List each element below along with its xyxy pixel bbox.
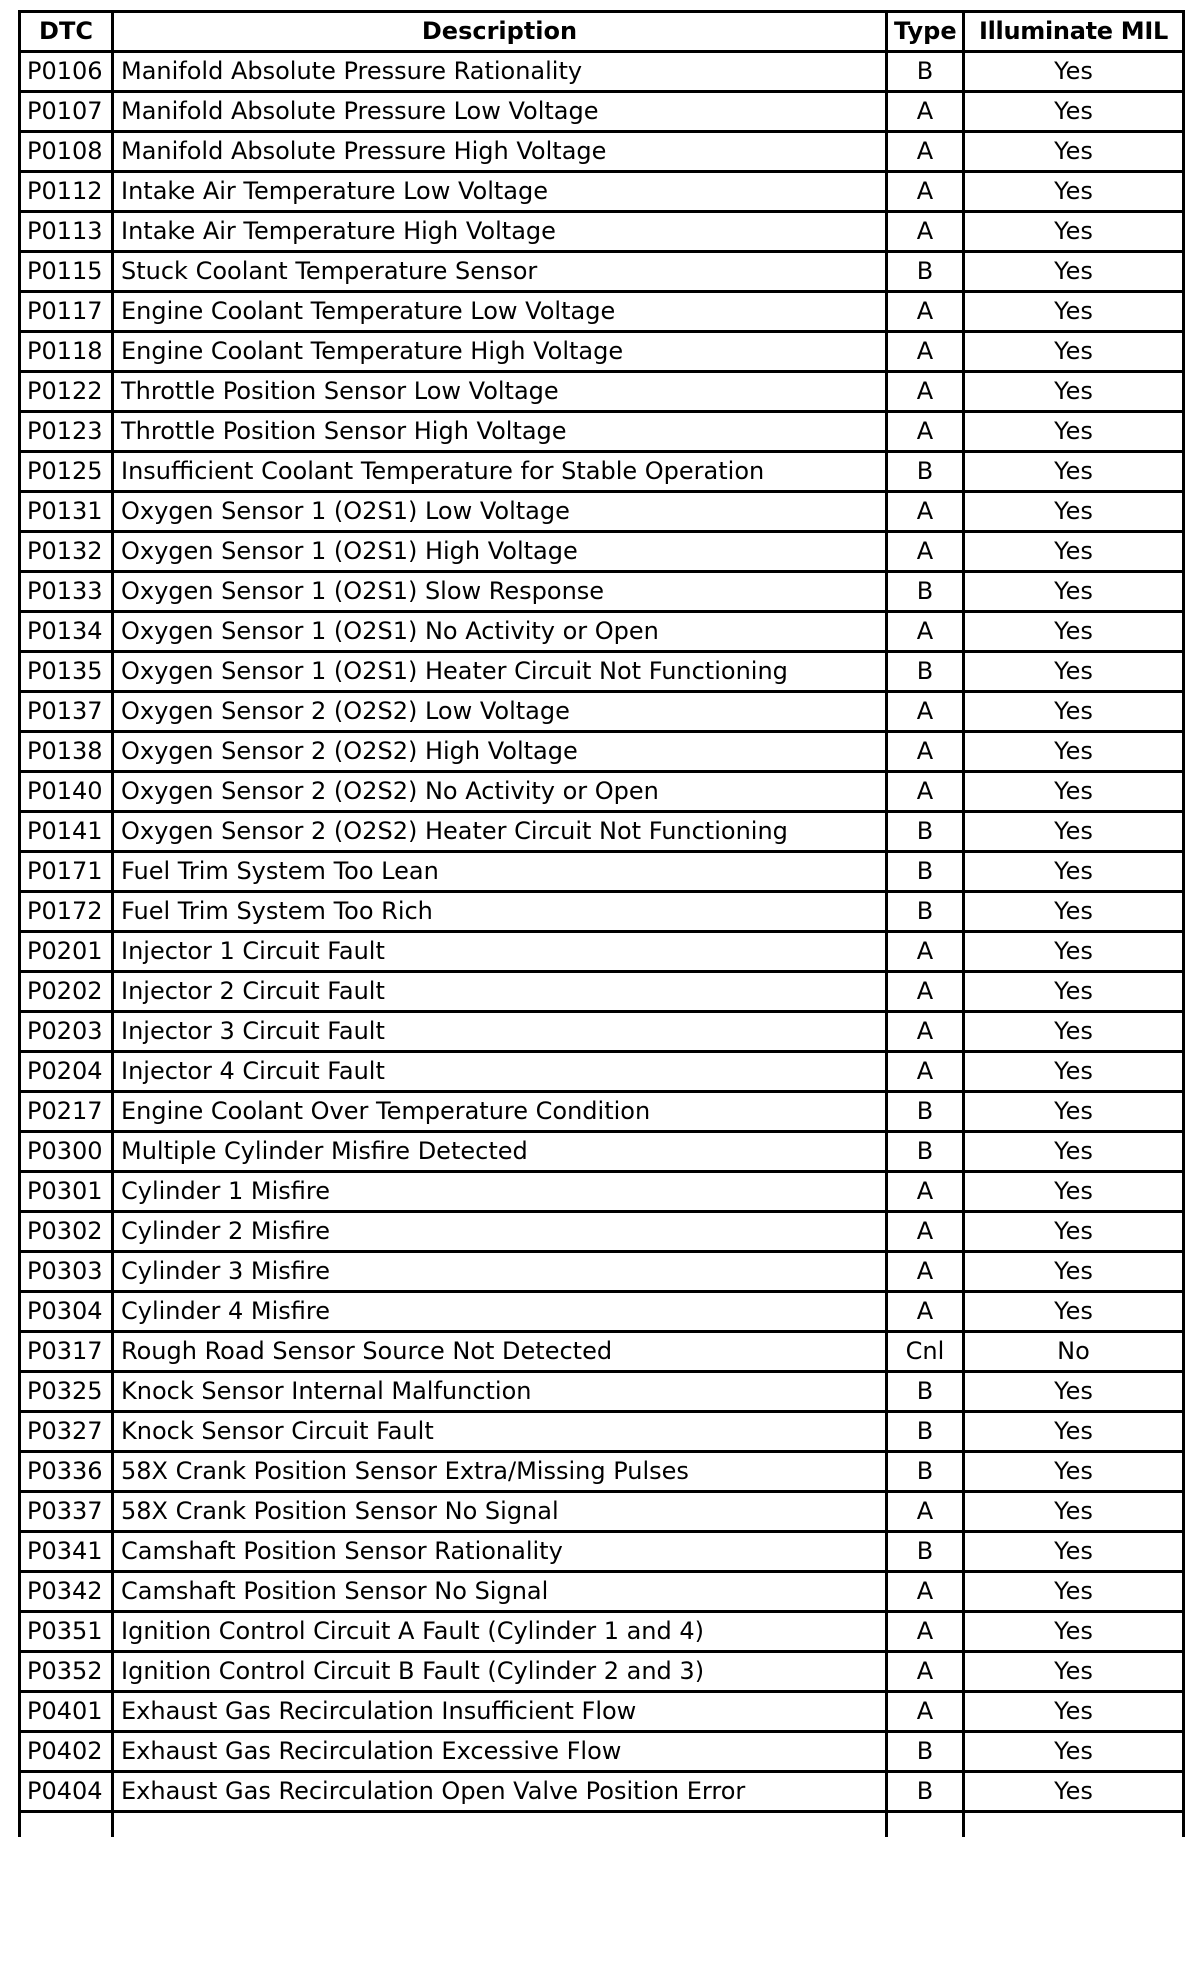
cell-dtc: P0203 [20,1012,113,1052]
cell-type: A [887,92,964,132]
table-row [20,812,1184,852]
cell-type: A [887,412,964,452]
table-row [20,1652,1184,1692]
cell-description: Engine Coolant Temperature Low Voltage [113,292,887,332]
cell-description: Engine Coolant Temperature High Voltage [113,332,887,372]
table-row [20,412,1184,452]
table-row [20,732,1184,772]
cell-type: B [887,852,964,892]
table-row [20,332,1184,372]
cell-dtc: P0106 [20,52,113,92]
cell-illuminate-mil: Yes [964,492,1184,532]
cell-dtc: P0122 [20,372,113,412]
table-row [20,1212,1184,1252]
table-row [20,612,1184,652]
table-row [20,932,1184,972]
table-row [20,1132,1184,1172]
cell-description: Manifold Absolute Pressure High Voltage [113,132,887,172]
cell-type: A [887,972,964,1012]
cell-description: Cylinder 3 Misfire [113,1252,887,1292]
cell-type: B [887,892,964,932]
cell-type: B [887,1132,964,1172]
cell-type: A [887,1572,964,1612]
cell-dtc: P0342 [20,1572,113,1612]
cell-illuminate-mil: Yes [964,1452,1184,1492]
cell-description: Manifold Absolute Pressure Rationality [113,52,887,92]
cell-dtc: P0133 [20,572,113,612]
cell-illuminate-mil: Yes [964,572,1184,612]
cell-illuminate-mil: Yes [964,1732,1184,1772]
cell-illuminate-mil: Yes [964,292,1184,332]
cell-dtc: P0327 [20,1412,113,1452]
table-row [20,1492,1184,1532]
cell-illuminate-mil: Yes [964,172,1184,212]
cell-description: 58X Crank Position Sensor Extra/Missing Pulses [113,1452,887,1492]
cell-illuminate-mil: Yes [964,452,1184,492]
table-row [20,1732,1184,1772]
cell-illuminate-mil: No [964,1332,1184,1372]
table-row [20,1532,1184,1572]
cell-illuminate-mil: Yes [964,1412,1184,1452]
cell-description: Injector 1 Circuit Fault [113,932,887,972]
cell-dtc: P0402 [20,1732,113,1772]
table-row [20,372,1184,412]
cell-illuminate-mil: Yes [964,1372,1184,1412]
cell-dtc: P0125 [20,452,113,492]
cell-description: Injector 3 Circuit Fault [113,1012,887,1052]
cell-dtc: P0138 [20,732,113,772]
cell-dtc: P0112 [20,172,113,212]
table-row [20,132,1184,172]
cell-illuminate-mil: Yes [964,412,1184,452]
cell-illuminate-mil: Yes [964,252,1184,292]
cell-description: Knock Sensor Internal Malfunction [113,1372,887,1412]
cell-illuminate-mil: Yes [964,332,1184,372]
cell-dtc: P0115 [20,252,113,292]
empty-cell [887,1812,964,1838]
cell-dtc: P0336 [20,1452,113,1492]
cell-illuminate-mil: Yes [964,1532,1184,1572]
cell-illuminate-mil: Yes [964,652,1184,692]
cell-dtc: P0317 [20,1332,113,1372]
cell-dtc: P0351 [20,1612,113,1652]
cell-description: Oxygen Sensor 2 (O2S2) Heater Circuit Not Functioning [113,812,887,852]
cell-type: Cnl [887,1332,964,1372]
cell-type: A [887,1052,964,1092]
cell-type: B [887,252,964,292]
cell-dtc: P0172 [20,892,113,932]
cell-dtc: P0201 [20,932,113,972]
table-row [20,572,1184,612]
cell-description: Fuel Trim System Too Lean [113,852,887,892]
cell-dtc: P0137 [20,692,113,732]
cell-type: B [887,652,964,692]
cell-type: B [887,1092,964,1132]
cell-illuminate-mil: Yes [964,1572,1184,1612]
cell-description: Oxygen Sensor 1 (O2S1) Slow Response [113,572,887,612]
empty-cell [964,1812,1184,1838]
cell-dtc: P0341 [20,1532,113,1572]
table-row [20,1052,1184,1092]
table-row [20,1372,1184,1412]
table-row [20,452,1184,492]
cell-type: A [887,1212,964,1252]
cell-description: Insufficient Coolant Temperature for Stable Operation [113,452,887,492]
table-row [20,852,1184,892]
cell-description: Stuck Coolant Temperature Sensor [113,252,887,292]
table-row [20,1012,1184,1052]
empty-cell [20,1812,113,1838]
cell-type: A [887,332,964,372]
cell-description: Injector 2 Circuit Fault [113,972,887,1012]
header-dtc: DTC [20,12,113,52]
cell-dtc: P0140 [20,772,113,812]
cell-dtc: P0118 [20,332,113,372]
cell-description: Camshaft Position Sensor Rationality [113,1532,887,1572]
cell-description: 58X Crank Position Sensor No Signal [113,1492,887,1532]
header-description: Description [113,12,887,52]
table-row [20,1292,1184,1332]
cell-dtc: P0141 [20,812,113,852]
cell-type: B [887,1732,964,1772]
cell-dtc: P0303 [20,1252,113,1292]
table-row [20,1412,1184,1452]
cell-type: B [887,52,964,92]
cell-illuminate-mil: Yes [964,732,1184,772]
table-row [20,252,1184,292]
cell-description: Oxygen Sensor 1 (O2S1) No Activity or Open [113,612,887,652]
cell-type: A [887,1612,964,1652]
cell-description: Exhaust Gas Recirculation Excessive Flow [113,1732,887,1772]
table-row [20,212,1184,252]
table-row [20,1612,1184,1652]
cell-type: A [887,732,964,772]
table-row [20,52,1184,92]
header-illuminate-mil: Illuminate MIL [964,12,1184,52]
cell-illuminate-mil: Yes [964,1652,1184,1692]
cell-type: A [887,1172,964,1212]
cell-description: Oxygen Sensor 2 (O2S2) No Activity or Open [113,772,887,812]
table-row [20,92,1184,132]
cell-description: Throttle Position Sensor Low Voltage [113,372,887,412]
cell-description: Cylinder 4 Misfire [113,1292,887,1332]
cell-type: A [887,772,964,812]
cell-type: B [887,1452,964,1492]
cell-type: A [887,172,964,212]
cell-illuminate-mil: Yes [964,1172,1184,1212]
cell-type: B [887,1532,964,1572]
table-row [20,1172,1184,1212]
cell-type: B [887,812,964,852]
cell-type: A [887,132,964,172]
cell-dtc: P0352 [20,1652,113,1692]
cell-type: B [887,452,964,492]
empty-table-row [20,1812,1184,1838]
table-row [20,1252,1184,1292]
cell-illuminate-mil: Yes [964,932,1184,972]
cell-description: Cylinder 2 Misfire [113,1212,887,1252]
cell-illuminate-mil: Yes [964,532,1184,572]
cell-illuminate-mil: Yes [964,1612,1184,1652]
cell-illuminate-mil: Yes [964,92,1184,132]
cell-dtc: P0337 [20,1492,113,1532]
cell-description: Exhaust Gas Recirculation Insufficient Flow [113,1692,887,1732]
cell-illuminate-mil: Yes [964,1052,1184,1092]
cell-dtc: P0217 [20,1092,113,1132]
cell-type: A [887,932,964,972]
table-row [20,1452,1184,1492]
cell-type: A [887,1292,964,1332]
cell-description: Intake Air Temperature High Voltage [113,212,887,252]
cell-type: A [887,1252,964,1292]
cell-illuminate-mil: Yes [964,1772,1184,1812]
cell-illuminate-mil: Yes [964,1212,1184,1252]
table-header [20,12,1184,52]
cell-dtc: P0300 [20,1132,113,1172]
cell-illuminate-mil: Yes [964,1692,1184,1732]
table-row [20,492,1184,532]
cell-illuminate-mil: Yes [964,372,1184,412]
cell-illuminate-mil: Yes [964,1492,1184,1532]
cell-dtc: P0131 [20,492,113,532]
cell-dtc: P0171 [20,852,113,892]
cell-illuminate-mil: Yes [964,692,1184,732]
cell-description: Ignition Control Circuit A Fault (Cylinder 1 and 4) [113,1612,887,1652]
table-row [20,652,1184,692]
cell-dtc: P0135 [20,652,113,692]
cell-type: A [887,1692,964,1732]
cell-description: Throttle Position Sensor High Voltage [113,412,887,452]
cell-illuminate-mil: Yes [964,1132,1184,1172]
cell-description: Oxygen Sensor 1 (O2S1) High Voltage [113,532,887,572]
cell-description: Multiple Cylinder Misfire Detected [113,1132,887,1172]
cell-type: B [887,1412,964,1452]
cell-type: A [887,1652,964,1692]
table-row [20,292,1184,332]
cell-type: B [887,572,964,612]
cell-illuminate-mil: Yes [964,972,1184,1012]
header-type: Type [887,12,964,52]
cell-dtc: P0204 [20,1052,113,1092]
table-body [20,52,1184,1838]
cell-type: A [887,372,964,412]
table-row [20,972,1184,1012]
cell-dtc: P0301 [20,1172,113,1212]
table-row [20,772,1184,812]
cell-type: A [887,492,964,532]
cell-dtc: P0302 [20,1212,113,1252]
cell-description: Injector 4 Circuit Fault [113,1052,887,1092]
table-row [20,1092,1184,1132]
table-row [20,1332,1184,1372]
cell-type: A [887,612,964,652]
cell-illuminate-mil: Yes [964,612,1184,652]
cell-description: Oxygen Sensor 1 (O2S1) Heater Circuit Not Functioning [113,652,887,692]
cell-dtc: P0404 [20,1772,113,1812]
table-row [20,1692,1184,1732]
cell-dtc: P0202 [20,972,113,1012]
cell-type: B [887,1772,964,1812]
empty-cell [113,1812,887,1838]
cell-illuminate-mil: Yes [964,1092,1184,1132]
cell-description: Fuel Trim System Too Rich [113,892,887,932]
cell-description: Camshaft Position Sensor No Signal [113,1572,887,1612]
cell-type: A [887,1012,964,1052]
table-row [20,1772,1184,1812]
table-row [20,692,1184,732]
cell-dtc: P0123 [20,412,113,452]
cell-type: A [887,692,964,732]
cell-dtc: P0132 [20,532,113,572]
cell-illuminate-mil: Yes [964,132,1184,172]
cell-illuminate-mil: Yes [964,1292,1184,1332]
cell-dtc: P0401 [20,1692,113,1732]
cell-dtc: P0117 [20,292,113,332]
cell-dtc: P0325 [20,1372,113,1412]
cell-type: A [887,292,964,332]
cell-description: Knock Sensor Circuit Fault [113,1412,887,1452]
cell-description: Oxygen Sensor 2 (O2S2) High Voltage [113,732,887,772]
table-row [20,892,1184,932]
cell-description: Oxygen Sensor 1 (O2S1) Low Voltage [113,492,887,532]
cell-dtc: P0134 [20,612,113,652]
cell-illuminate-mil: Yes [964,812,1184,852]
dtc-table [18,10,1185,1837]
cell-dtc: P0107 [20,92,113,132]
cell-description: Ignition Control Circuit B Fault (Cylinder 2 and 3) [113,1652,887,1692]
cell-description: Intake Air Temperature Low Voltage [113,172,887,212]
cell-illuminate-mil: Yes [964,892,1184,932]
cell-description: Manifold Absolute Pressure Low Voltage [113,92,887,132]
cell-dtc: P0304 [20,1292,113,1332]
header-row [20,12,1184,52]
cell-type: A [887,212,964,252]
cell-illuminate-mil: Yes [964,852,1184,892]
cell-illuminate-mil: Yes [964,772,1184,812]
table-row [20,532,1184,572]
table-row [20,1572,1184,1612]
table-row [20,172,1184,212]
cell-dtc: P0113 [20,212,113,252]
cell-illuminate-mil: Yes [964,212,1184,252]
cell-description: Engine Coolant Over Temperature Condition [113,1092,887,1132]
cell-description: Oxygen Sensor 2 (O2S2) Low Voltage [113,692,887,732]
cell-type: B [887,1372,964,1412]
cell-illuminate-mil: Yes [964,1252,1184,1292]
cell-description: Cylinder 1 Misfire [113,1172,887,1212]
cell-illuminate-mil: Yes [964,1012,1184,1052]
cell-description: Exhaust Gas Recirculation Open Valve Position Error [113,1772,887,1812]
cell-type: A [887,1492,964,1532]
cell-description: Rough Road Sensor Source Not Detected [113,1332,887,1372]
cell-type: A [887,532,964,572]
cell-dtc: P0108 [20,132,113,172]
cell-illuminate-mil: Yes [964,52,1184,92]
